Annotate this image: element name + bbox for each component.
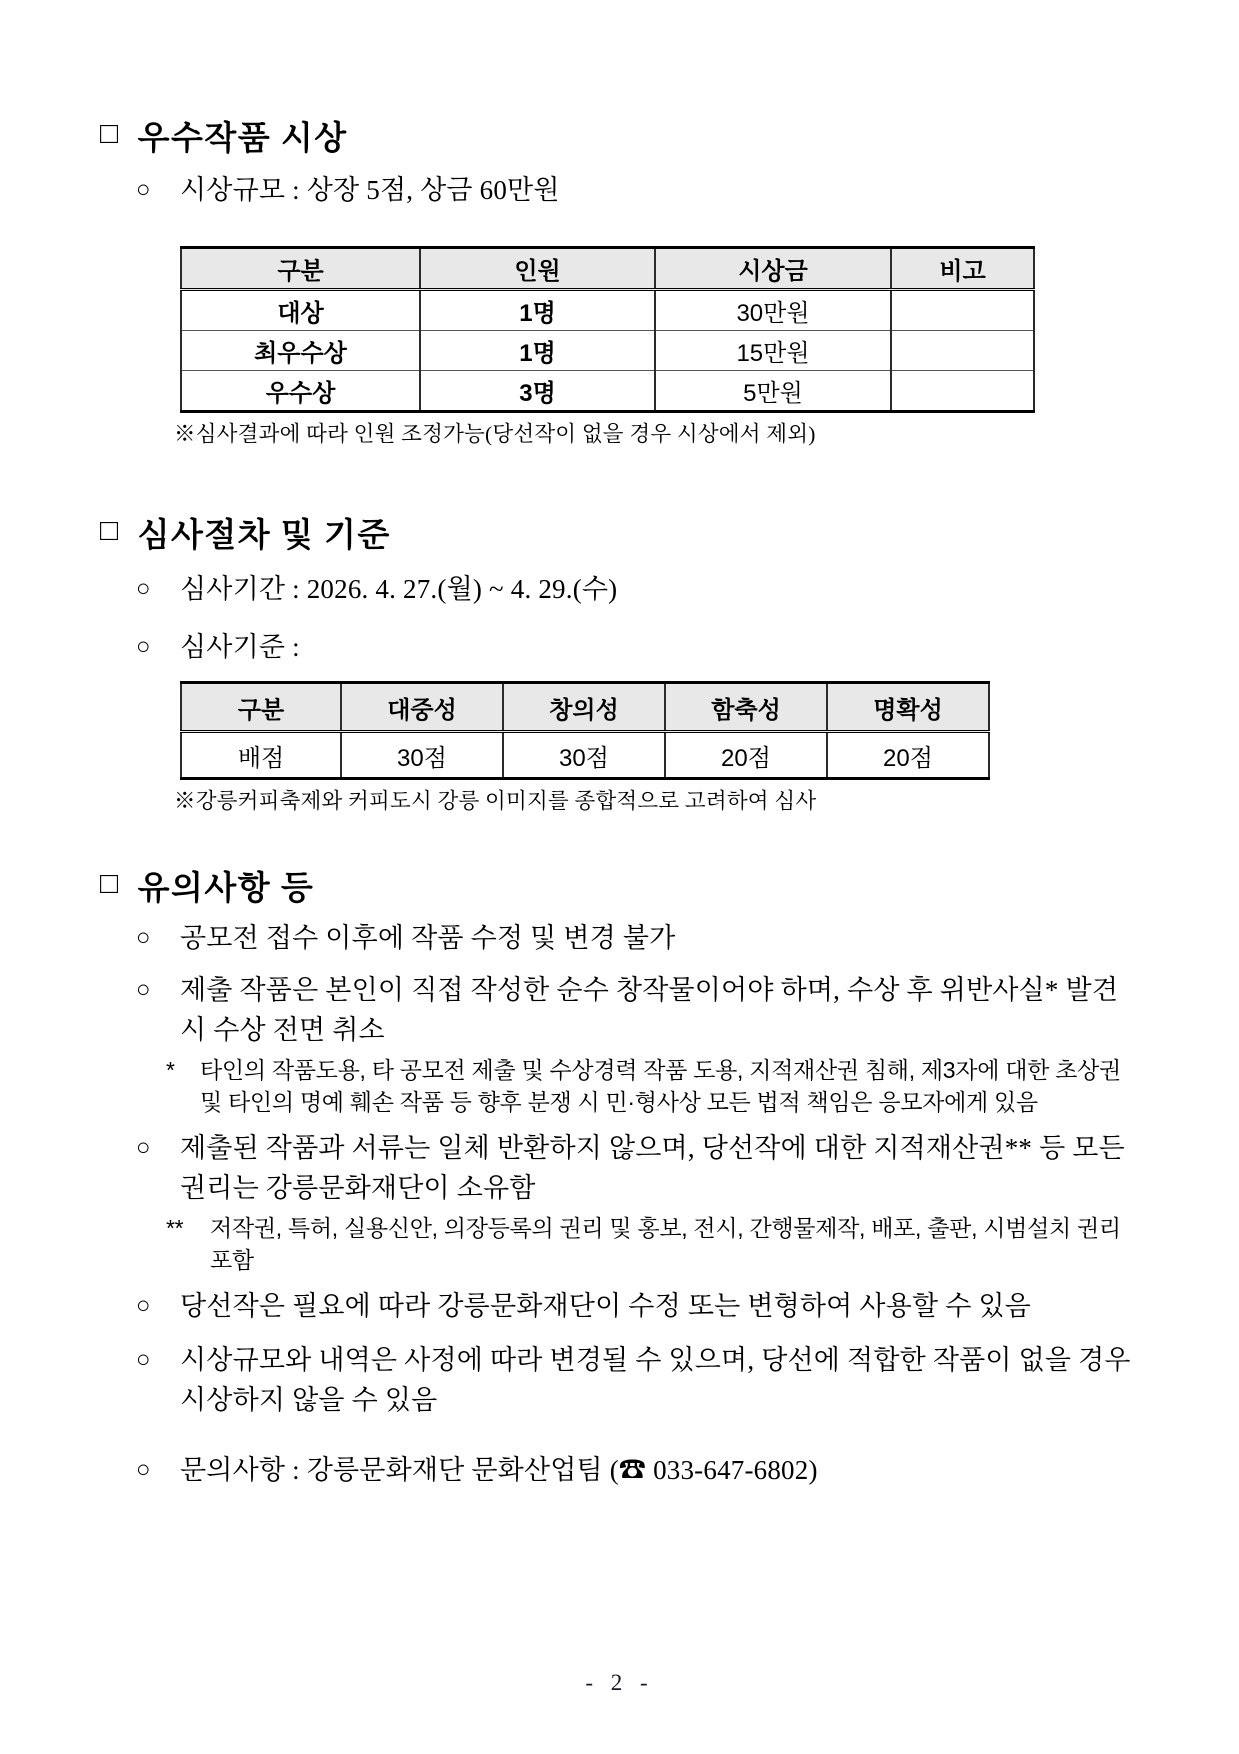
section-awards bbox=[100, 112, 1141, 449]
footnote-double-asterisk bbox=[166, 1212, 1141, 1276]
notice-text: 시상규모와 내역은 사정에 따라 변경될 수 있으며, 당선에 적합한 작품이 없을 경우 시상하지 않을 수 있음 bbox=[180, 1345, 1131, 1415]
section-title-text: 유의사항 등 bbox=[137, 870, 315, 907]
notice-text: 당선작은 필요에 따라 강릉문화재단이 수정 또는 변형하여 사용할 수 있음 bbox=[180, 1291, 1032, 1321]
section-title-awards bbox=[100, 112, 1141, 158]
notice-text: 제출된 작품과 서류는 일체 반환하지 않으며, 당선작에 대한 지적재산권** 등 모든 권리는 강릉문화재단이 소유함 bbox=[180, 1133, 1125, 1203]
criteria-col-clarity: 명확성 bbox=[827, 683, 989, 732]
notice-item bbox=[136, 1128, 1141, 1208]
table-row bbox=[181, 732, 989, 779]
cell-grade: 우수상 bbox=[181, 371, 420, 412]
section-title-judging bbox=[100, 509, 1141, 555]
circle-bullet-icon: ○ bbox=[136, 1457, 151, 1483]
cell-grade: 대상 bbox=[181, 290, 420, 331]
cell-count: 1명 bbox=[420, 290, 655, 331]
notice-item bbox=[136, 1340, 1141, 1420]
criteria-col-concision: 함축성 bbox=[665, 683, 827, 732]
double-asterisk-marker: ** bbox=[166, 1215, 184, 1241]
judging-period-line bbox=[136, 569, 1141, 609]
cell-remark bbox=[891, 331, 1034, 371]
section-title-text: 심사절차 및 기준 bbox=[137, 517, 391, 554]
criteria-col-creativity: 창의성 bbox=[503, 683, 665, 732]
circle-bullet-icon: ○ bbox=[136, 576, 151, 602]
footnote-text: 타인의 작품도용, 타 공모전 제출 및 수상경력 작품 도용, 지적재산권 침해, 제3자에 대한 초상권 및 타인의 명예 훼손 작품 등 향후 분쟁 시 민·형사상 모든 법적 책임은 응모자에게 있음 bbox=[200, 1057, 1121, 1115]
awards-table bbox=[180, 246, 1035, 413]
cell-prize: 15만원 bbox=[655, 331, 891, 371]
cell-remark bbox=[891, 290, 1034, 331]
cell-score: 30점 bbox=[503, 732, 665, 779]
criteria-table-header-row bbox=[181, 683, 989, 732]
circle-bullet-icon: ○ bbox=[136, 925, 151, 951]
cell-prize: 30만원 bbox=[655, 290, 891, 331]
square-bullet-icon: □ bbox=[100, 117, 120, 150]
awards-col-count: 인원 bbox=[420, 248, 655, 290]
judging-period-text: 심사기간 : 2026. 4. 27.(월) ~ 4. 29.(수) bbox=[180, 574, 618, 604]
notice-item bbox=[136, 1286, 1141, 1326]
circle-bullet-icon: ○ bbox=[136, 634, 151, 660]
criteria-col-category: 구분 bbox=[181, 683, 341, 732]
awards-col-category: 구분 bbox=[181, 248, 420, 290]
judging-criteria-text: 심사기준 : bbox=[180, 632, 300, 662]
contact-line bbox=[136, 1450, 1141, 1490]
page-number: - 2 - bbox=[585, 1670, 654, 1695]
awards-note: ※심사결과에 따라 인원 조정가능(당선작이 없을 경우 시상에서 제외) bbox=[174, 422, 816, 446]
cell-label: 배점 bbox=[181, 732, 341, 779]
circle-bullet-icon: ○ bbox=[136, 1347, 151, 1373]
table-row bbox=[181, 290, 1034, 331]
circle-bullet-icon: ○ bbox=[136, 977, 151, 1003]
table-row bbox=[181, 371, 1034, 412]
cell-score: 30점 bbox=[341, 732, 503, 779]
judging-criteria-line bbox=[136, 627, 1141, 667]
criteria-note: ※강릉커피축제와 커피도시 강릉 이미지를 종합적으로 고려하여 심사 bbox=[174, 789, 817, 813]
cell-score: 20점 bbox=[665, 732, 827, 779]
notice-item bbox=[136, 918, 1141, 958]
criteria-col-popularity: 대중성 bbox=[341, 683, 503, 732]
circle-bullet-icon: ○ bbox=[136, 1293, 151, 1319]
criteria-table bbox=[180, 681, 990, 780]
table-row bbox=[181, 331, 1034, 371]
asterisk-marker: * bbox=[166, 1057, 175, 1083]
square-bullet-icon: □ bbox=[100, 514, 120, 547]
cell-grade: 최우수상 bbox=[181, 331, 420, 371]
award-scale-text: 시상규모 : 상장 5점, 상금 60만원 bbox=[180, 175, 560, 205]
cell-remark bbox=[891, 371, 1034, 412]
cell-score: 20점 bbox=[827, 732, 989, 779]
cell-prize: 5만원 bbox=[655, 371, 891, 412]
contact-text: 문의사항 : 강릉문화재단 문화산업팀 (☎ 033-647-6802) bbox=[180, 1455, 818, 1485]
award-scale-line bbox=[136, 170, 1141, 210]
section-title-text: 우수작품 시상 bbox=[137, 120, 348, 157]
notice-text: 공모전 접수 이후에 작품 수정 및 변경 불가 bbox=[180, 923, 676, 953]
awards-col-remark: 비고 bbox=[891, 248, 1034, 290]
notice-item bbox=[136, 970, 1141, 1050]
section-title-notices bbox=[100, 862, 1141, 908]
section-notices bbox=[100, 862, 1141, 1490]
square-bullet-icon: □ bbox=[100, 867, 120, 900]
cell-count: 1명 bbox=[420, 331, 655, 371]
section-judging bbox=[100, 509, 1141, 816]
circle-bullet-icon: ○ bbox=[136, 1135, 151, 1161]
footnote-single-asterisk bbox=[166, 1054, 1141, 1118]
notice-text: 제출 작품은 본인이 직접 작성한 순수 창작물이어야 하며, 수상 후 위반사실* 발견 시 수상 전면 취소 bbox=[180, 975, 1119, 1045]
awards-table-header-row bbox=[181, 248, 1034, 290]
footnote-text: 저작권, 특허, 실용신안, 의장등록의 권리 및 홍보, 전시, 간행물제작, 배포, 출판, 시범설치 권리 포함 bbox=[210, 1215, 1121, 1273]
circle-bullet-icon: ○ bbox=[136, 177, 151, 203]
cell-count: 3명 bbox=[420, 371, 655, 412]
awards-col-prize: 시상금 bbox=[655, 248, 891, 290]
